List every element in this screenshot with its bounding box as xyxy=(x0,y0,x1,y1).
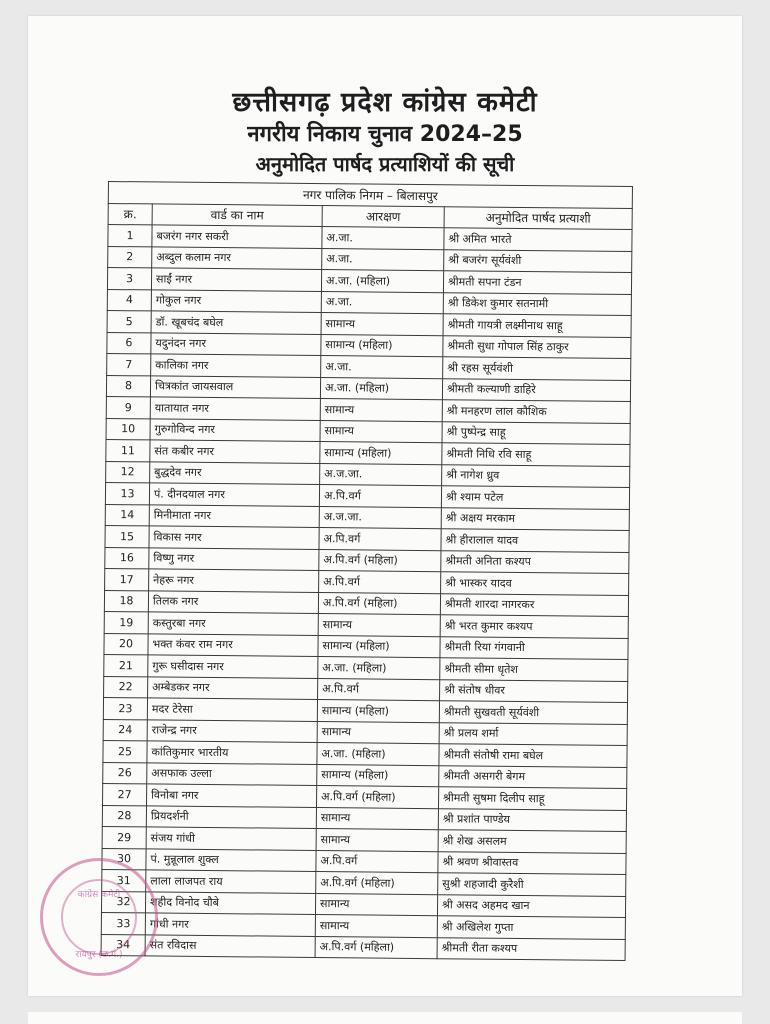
candidate-cell: श्री शेख असलम xyxy=(438,830,626,853)
candidate-cell: सुश्री शहजादी कुरैशी xyxy=(438,873,626,896)
reservation-cell: अ.पि.वर्ग xyxy=(316,850,438,873)
serial-cell: 25 xyxy=(103,740,147,762)
reservation-cell: सामान्य xyxy=(320,399,442,422)
serial-cell: 33 xyxy=(101,912,145,934)
reservation-cell: सामान्य xyxy=(315,915,437,938)
serial-cell: 9 xyxy=(106,396,150,418)
candidate-cell: श्री रहस सूर्यवंशी xyxy=(443,357,631,380)
ward-name-cell: मदर टेरेसा xyxy=(147,698,317,721)
serial-cell: 30 xyxy=(102,848,146,870)
ward-name-cell: बजरंग नगर सकरी xyxy=(152,225,322,248)
ward-name-cell: मिनीमाता नगर xyxy=(149,504,319,527)
col-header-ward-name: वार्ड का नाम xyxy=(152,203,322,226)
serial-cell: 32 xyxy=(101,891,145,913)
ward-name-cell: गोकुल नगर xyxy=(151,289,321,312)
candidate-cell: श्री असद अहमद खान xyxy=(437,894,625,917)
reservation-cell: सामान्य xyxy=(317,721,439,744)
serial-cell: 11 xyxy=(106,439,150,461)
reservation-cell: अ.ज.जा. xyxy=(319,506,441,529)
candidate-cell: श्रीमती निधि रवि साहू xyxy=(442,443,630,466)
candidate-cell: श्री संतोष धीवर xyxy=(440,679,628,702)
reservation-cell: सामान्य xyxy=(316,829,438,852)
candidate-cell: श्री भास्कर यादव xyxy=(441,572,629,595)
candidate-cell: श्री श्रवण श्रीवास्तव xyxy=(438,851,626,874)
reservation-cell: सामान्य (महिला) xyxy=(317,700,439,723)
serial-cell: 14 xyxy=(105,504,149,526)
ward-name-cell: प्रियदर्शनी xyxy=(146,805,316,828)
ward-name-cell: संजय गांधी xyxy=(146,827,316,850)
serial-cell: 28 xyxy=(102,805,146,827)
reservation-cell: अ.जा. xyxy=(321,356,443,379)
serial-cell: 26 xyxy=(103,762,147,784)
serial-cell: 20 xyxy=(104,633,148,655)
candidate-cell: श्रीमती सुखवती सूर्यवंशी xyxy=(439,701,627,724)
serial-cell: 34 xyxy=(101,934,145,956)
candidate-cell: श्रीमती कल्याणी डाहिरे xyxy=(442,378,630,401)
org-title: छत्तीसगढ़ प्रदेश कांग्रेस कमेटी xyxy=(232,87,538,118)
col-header-candidate: अनुमोदित पार्षद प्रत्याशी xyxy=(444,206,632,229)
serial-cell: 22 xyxy=(104,676,148,698)
table-title: नगर पालिक निगम – बिलासपुर xyxy=(108,182,632,209)
serial-cell: 17 xyxy=(105,568,149,590)
candidate-cell: श्री अमित भारते xyxy=(444,228,632,251)
reservation-cell: अ.पि.वर्ग (महिला) xyxy=(317,786,439,809)
reservation-cell: अ.जा. (महिला) xyxy=(318,657,440,680)
serial-cell: 29 xyxy=(102,826,146,848)
serial-cell: 10 xyxy=(106,418,150,440)
candidate-cell: श्री श्याम पटेल xyxy=(441,486,629,509)
reservation-cell: अ.पि.वर्ग xyxy=(319,485,441,508)
candidate-cell: श्री नागेश ध्रुव xyxy=(442,464,630,487)
reservation-cell: सामान्य (महिला) xyxy=(318,635,440,658)
candidate-cell: श्रीमती रिया गंगवानी xyxy=(440,636,628,659)
reservation-cell: सामान्य xyxy=(321,313,443,336)
next-page-edge xyxy=(28,1012,742,1024)
candidate-cell: श्रीमती सपना टंडन xyxy=(443,271,631,294)
reservation-cell: सामान्य xyxy=(320,420,442,443)
candidate-cell: श्री भरत कुमार कश्यप xyxy=(440,615,628,638)
reservation-cell: अ.पि.वर्ग (महिला) xyxy=(319,549,441,572)
serial-cell: 7 xyxy=(107,353,151,375)
col-header-reservation: आरक्षण xyxy=(322,205,444,228)
ward-name-cell: यातायात नगर xyxy=(150,397,320,420)
candidate-cell: श्री हीरालाल यादव xyxy=(441,529,629,552)
reservation-cell: अ.जा. xyxy=(322,227,444,250)
reservation-cell: अ.पि.वर्ग (महिला) xyxy=(318,592,440,615)
ward-name-cell: नेहरू नगर xyxy=(149,569,319,592)
candidate-cell: श्री मनहरण लाल कौशिक xyxy=(442,400,630,423)
reservation-cell: अ.पि.वर्ग (महिला) xyxy=(315,936,437,959)
reservation-cell: अ.जा. (महिला) xyxy=(320,377,442,400)
reservation-cell: अ.ज.जा. xyxy=(320,463,442,486)
serial-cell: 8 xyxy=(106,375,150,397)
ward-name-cell: गांधी नगर xyxy=(145,913,315,936)
ward-name-cell: संत रविदास xyxy=(145,934,315,957)
ward-name-cell: गुरुगोविन्द नगर xyxy=(150,418,320,441)
ward-name-cell: बुद्धदेव नगर xyxy=(150,461,320,484)
candidate-cell: श्री डिकेश कुमार सतनामी xyxy=(443,292,631,315)
candidate-cell: श्री प्रलय शर्मा xyxy=(439,722,627,745)
serial-cell: 15 xyxy=(105,525,149,547)
ward-name-cell: भक्त कंवर राम नगर xyxy=(148,633,318,656)
serial-cell: 24 xyxy=(103,719,147,741)
candidate-cell: श्रीमती शारदा नागरकर xyxy=(440,593,628,616)
candidate-cell: श्री अक्षय मरकाम xyxy=(441,507,629,530)
reservation-cell: अ.जा. (महिला) xyxy=(321,270,443,293)
candidate-cell: श्रीमती सीमा धृतेश xyxy=(440,658,628,681)
reservation-cell: सामान्य xyxy=(316,807,438,830)
ward-name-cell: डॉ. खूबचंद बघेल xyxy=(151,311,321,334)
serial-cell: 21 xyxy=(104,654,148,676)
ward-name-cell: गुरू घसीदास नगर xyxy=(148,655,318,678)
serial-cell: 18 xyxy=(104,590,148,612)
candidate-cell: श्रीमती संतोषी रामा बघेल xyxy=(439,744,627,767)
candidate-cell: श्रीमती गायत्री लक्ष्मीनाथ साहू xyxy=(443,314,631,337)
reservation-cell: अ.पि.वर्ग xyxy=(319,571,441,594)
ward-name-cell: विनोबा नगर xyxy=(147,784,317,807)
ward-name-cell: पं. मुन्नूलाल शुक्ल xyxy=(146,848,316,871)
reservation-cell: सामान्य (महिला) xyxy=(317,764,439,787)
serial-cell: 12 xyxy=(106,461,150,483)
ward-name-cell: शहीद विनोद चौबे xyxy=(145,891,315,914)
ward-name-cell: चित्रकांत जायसवाल xyxy=(150,375,320,398)
reservation-cell: अ.पि.वर्ग (महिला) xyxy=(316,872,438,895)
ward-name-cell: संत कबीर नगर xyxy=(150,440,320,463)
serial-cell: 5 xyxy=(107,310,151,332)
serial-cell: 23 xyxy=(103,697,147,719)
reservation-cell: अ.जा. xyxy=(322,248,444,271)
candidate-cell: श्रीमती अनिता कश्यप xyxy=(441,550,629,573)
ward-name-cell: कांतिकुमार भारतीय xyxy=(147,741,317,764)
candidate-cell: श्रीमती सुषमा दिलीप साहू xyxy=(438,787,626,810)
ward-name-cell: कस्तुरबा नगर xyxy=(148,612,318,635)
ward-name-cell: तिलक नगर xyxy=(148,590,318,613)
office-seal xyxy=(40,858,158,976)
ward-name-cell: कालिका नगर xyxy=(151,354,321,377)
reservation-cell: सामान्य xyxy=(315,893,437,916)
candidate-cell: श्री अखिलेश गुप्ता xyxy=(437,916,625,939)
serial-cell: 16 xyxy=(105,547,149,569)
reservation-cell: सामान्य (महिला) xyxy=(320,442,442,465)
reservation-cell: अ.पि.वर्ग xyxy=(319,528,441,551)
serial-cell: 19 xyxy=(104,611,148,633)
candidate-cell: श्री पुष्पेन्द्र साहू xyxy=(442,421,630,444)
reservation-cell: अ.जा. xyxy=(321,291,443,314)
ward-name-cell: यदुनंदन नगर xyxy=(151,332,321,355)
reservation-cell: अ.पि.वर्ग xyxy=(318,678,440,701)
ward-name-cell: पं. दीनदयाल नगर xyxy=(149,483,319,506)
reservation-cell: अ.जा. (महिला) xyxy=(317,743,439,766)
serial-cell: 27 xyxy=(103,783,147,805)
serial-cell: 1 xyxy=(108,225,152,247)
serial-cell: 6 xyxy=(107,332,151,354)
col-header-serial: क्र. xyxy=(108,203,152,225)
seal-bottom-text: रायपुर (छ.ग.) xyxy=(75,950,123,960)
ward-name-cell: साईं नगर xyxy=(151,268,321,291)
ward-name-cell: अम्बेडकर नगर xyxy=(148,676,318,699)
reservation-cell: सामान्य (महिला) xyxy=(321,334,443,357)
serial-cell: 2 xyxy=(108,246,152,268)
serial-cell: 3 xyxy=(107,268,151,290)
election-title: नगरीय निकाय चुनाव 2024–25 xyxy=(247,122,523,147)
seal-top-text: कांग्रेस कमेटी xyxy=(77,890,121,900)
ward-name-cell: विकास नगर xyxy=(149,526,319,549)
candidate-table xyxy=(101,181,633,961)
table-row xyxy=(101,934,625,961)
reservation-cell: सामान्य xyxy=(318,614,440,637)
serial-cell: 13 xyxy=(105,482,149,504)
candidate-cell: श्रीमती सुधा गोपाल सिंह ठाकुर xyxy=(443,335,631,358)
candidate-cell: श्री प्रशांत पाण्डेय xyxy=(438,808,626,831)
serial-cell: 4 xyxy=(107,289,151,311)
ward-name-cell: विष्णु नगर xyxy=(149,547,319,570)
candidate-cell: श्री बजरंग सूर्यवंशी xyxy=(444,249,632,272)
ward-name-cell: असफाक उल्ला xyxy=(147,762,317,785)
list-title: अनुमोदित पार्षद प्रत्याशियों की सूची xyxy=(255,152,515,176)
candidate-cell: श्रीमती रीता कश्यप xyxy=(437,937,625,960)
candidate-cell: श्रीमती असगरी बेगम xyxy=(439,765,627,788)
serial-cell: 31 xyxy=(102,869,146,891)
ward-name-cell: लाला लाजपत राय xyxy=(146,870,316,893)
ward-name-cell: अब्दुल कलाम नगर xyxy=(152,246,322,269)
ward-name-cell: राजेन्द्र नगर xyxy=(147,719,317,742)
